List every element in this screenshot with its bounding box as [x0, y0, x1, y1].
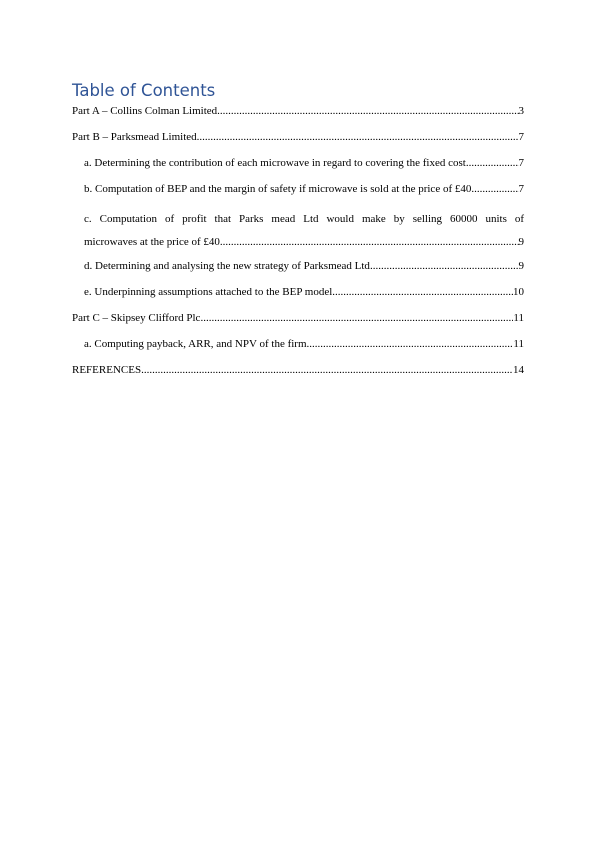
- dot-leader: [332, 285, 513, 300]
- toc-entry-references[interactable]: [72, 363, 524, 378]
- toc-entry-page: 9: [518, 236, 524, 248]
- toc-entry-label: b. Computation of BEP and the margin of safety if microwave is sold at the price of £40: [84, 183, 472, 195]
- toc-entry-part-b-e[interactable]: [72, 285, 524, 300]
- toc-entry-page: 11: [513, 338, 524, 350]
- toc-entry-part-b-b[interactable]: [72, 182, 524, 197]
- toc-entry-page: 7: [518, 183, 524, 195]
- toc-entry-page: 11: [513, 312, 524, 324]
- toc-entry-label: REFERENCES: [72, 364, 142, 376]
- dot-leader: [141, 363, 513, 378]
- toc-entry-line-2: [84, 231, 524, 254]
- dot-leader: [370, 259, 519, 274]
- toc-title: Table of Contents: [72, 81, 216, 100]
- toc-entry-label: Part A – Collins Colman Limited: [72, 105, 218, 117]
- toc-entry-label: Part B – Parksmead Limited: [72, 131, 197, 143]
- toc-entry-label: Part C – Skipsey Clifford Plc: [72, 312, 201, 324]
- toc-entry-part-c-a[interactable]: [72, 337, 524, 352]
- toc-entry-page: 7: [518, 131, 524, 143]
- dot-leader: [197, 130, 519, 145]
- toc-entry-page: 10: [513, 286, 524, 298]
- dot-leader: [307, 337, 514, 352]
- toc-entry-label: d. Determining and analysing the new strategy of Parksmead Ltd: [84, 260, 370, 272]
- toc-entry-part-b-c[interactable]: [72, 208, 524, 254]
- toc-entry-part-b-d[interactable]: [72, 259, 524, 274]
- dot-leader: [471, 182, 518, 197]
- toc-entry-label: a. Computing payback, ARR, and NPV of the firm: [84, 338, 307, 350]
- toc-entry-label: e. Underpinning assumptions attached to the BEP model: [84, 286, 333, 298]
- toc-entry-page: 14: [513, 364, 524, 376]
- dot-leader: [200, 311, 513, 326]
- toc-list: [72, 104, 524, 389]
- toc-entry-label-line-2: microwaves at the price of £40: [84, 236, 220, 248]
- toc-entry-label-line-1: c. Computation of profit that Parks mead Ltd would make by selling 60000 units of: [84, 213, 524, 225]
- toc-entry-part-b-a[interactable]: [72, 156, 524, 171]
- toc-entry-part-b[interactable]: [72, 130, 524, 145]
- toc-entry-page: 9: [518, 260, 524, 272]
- toc-entry-page: 7: [518, 157, 524, 169]
- dot-leader: [220, 231, 519, 254]
- toc-entry-label: a. Determining the contribution of each microwave in regard to covering the fixed cost: [84, 157, 466, 169]
- dot-leader: [217, 104, 518, 119]
- dot-leader: [466, 156, 519, 171]
- toc-entry-part-c[interactable]: [72, 311, 524, 326]
- toc-entry-part-a[interactable]: [72, 104, 524, 119]
- toc-entry-page: 3: [518, 105, 524, 117]
